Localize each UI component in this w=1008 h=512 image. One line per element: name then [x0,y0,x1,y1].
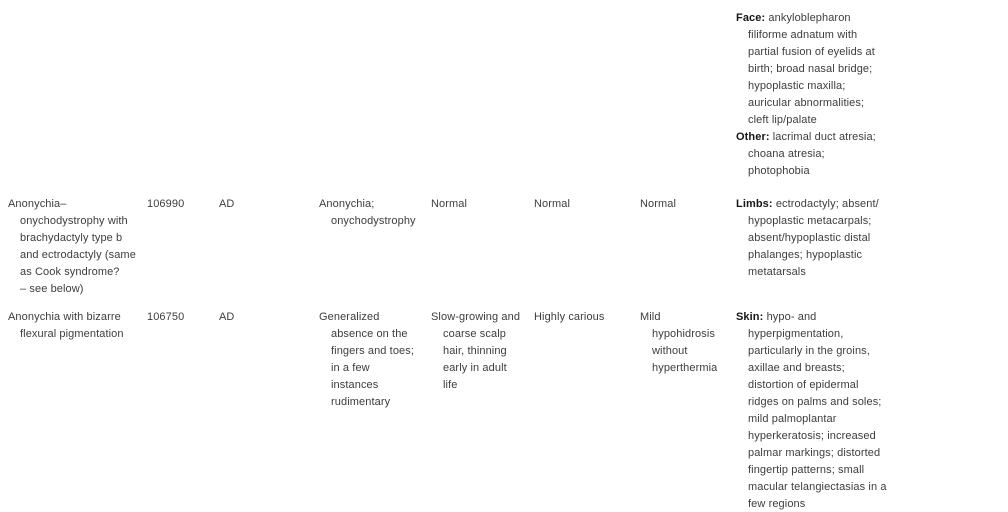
line-text: cleft lip/palate [748,114,817,126]
cell-line [736,163,916,180]
line-text: hypoplastic metacarpals; [748,215,872,227]
line-text: metatarsals [748,266,806,278]
cell-line [431,343,529,360]
line-text: partial fusion of eyelids at [748,46,875,58]
cell-line [736,462,916,479]
cell-line [640,360,732,377]
cell-line [319,377,425,394]
cell-line [8,281,146,298]
line-text: hypo- and [766,311,817,323]
line-text: mild palmoplantar [748,413,837,425]
line-text: AD [219,311,235,323]
cell-line [640,196,732,213]
line-text: Anonychia with bizarre [8,311,121,323]
cell-line [736,78,916,95]
cell-line [431,309,529,326]
cell-line [736,230,916,247]
cell-other [736,10,916,180]
cell-line [640,309,732,326]
cell-line [736,10,916,27]
cell-line [736,445,916,462]
line-text: few regions [748,498,806,510]
line-text: hair, thinning [443,345,507,357]
cell-line [431,360,529,377]
cell-line [319,196,425,213]
cell-line [736,196,916,213]
cell-disorder [8,309,146,343]
bold-lead-label: Skin: [736,311,764,323]
cell-line [319,326,425,343]
cell-line [319,213,425,230]
line-text: palmar markings; distorted [748,447,881,459]
line-text: hyperkeratosis; increased [748,430,876,442]
cell-teeth [534,196,634,213]
cell-line [8,247,146,264]
cell-sweating [640,309,732,377]
line-text: hypohidrosis [652,328,715,340]
cell-line [319,394,425,411]
line-text: life [443,379,458,391]
line-text: Normal [431,198,468,210]
line-text: distortion of epidermal [748,379,859,391]
cell-line [8,264,146,281]
cell-number [147,196,209,213]
bold-lead-label: Face: [736,12,766,24]
cell-nails [319,309,425,411]
cell-inheritance [219,309,311,326]
cell-line [534,196,634,213]
line-text: absence on the [331,328,408,340]
cell-line [147,309,209,326]
line-text: Generalized [319,311,380,323]
line-text: Slow-growing and [431,311,521,323]
cell-hair [431,196,529,213]
cell-line [736,146,916,163]
line-text: in a few [331,362,370,374]
cell-other [736,309,916,512]
line-text: Anonychia– [8,198,67,210]
line-text: as Cook syndrome? [20,266,120,278]
line-text: filiforme adnatum with [748,29,858,41]
line-text: onychodystrophy with [20,215,128,227]
cell-line [736,61,916,78]
cell-other [736,196,916,281]
cell-line [736,377,916,394]
cell-line [8,196,146,213]
cell-line [736,247,916,264]
cell-nails [319,196,425,230]
line-text: hypoplastic maxilla; [748,80,846,92]
line-text: coarse scalp [443,328,506,340]
line-text: fingers and toes; [331,345,415,357]
line-text: Anonychia; [319,198,375,210]
line-text: fingertip patterns; small [748,464,865,476]
cell-line [736,479,916,496]
line-text: ankyloblepharon [768,12,851,24]
cell-line [319,309,425,326]
cell-line [736,309,916,326]
line-text: 106990 [147,198,185,210]
cell-line [736,394,916,411]
cell-line [8,326,146,343]
cell-line [319,360,425,377]
cell-line [319,343,425,360]
line-text: phalanges; hypoplastic [748,249,863,261]
line-text: axillae and breasts; [748,362,845,374]
line-text: Normal [534,198,571,210]
line-text: Highly carious [534,311,605,323]
cell-inheritance [219,196,311,213]
line-text: Mild [640,311,661,323]
line-text: early in adult [443,362,507,374]
line-text: brachydactyly type b [20,232,123,244]
cell-disorder [8,196,146,298]
cell-line [736,264,916,281]
cell-line [736,213,916,230]
line-text: instances [331,379,379,391]
line-text: ridges on palms and soles; [748,396,882,408]
line-text: onychodystrophy [331,215,416,227]
line-text: rudimentary [331,396,391,408]
line-text: ectrodactyly; absent/ [775,198,879,210]
line-text: AD [219,198,235,210]
line-text: hyperpigmentation, [748,328,844,340]
cell-line [736,326,916,343]
cell-sweating [640,196,732,213]
cell-line [431,196,529,213]
line-text: macular telangiectasias in a [748,481,887,493]
line-text: hyperthermia [652,362,718,374]
cell-teeth [534,309,634,326]
cell-line [736,411,916,428]
line-text: 106750 [147,311,185,323]
line-text: lacrimal duct atresia; [772,131,876,143]
line-text: flexural pigmentation [20,328,124,340]
line-text: – see below) [20,283,84,295]
cell-number [147,309,209,326]
cell-line [736,496,916,512]
cell-hair [431,309,529,394]
cell-line [431,326,529,343]
cell-line [736,129,916,146]
line-text: without [652,345,688,357]
cell-line [736,27,916,44]
line-text: Normal [640,198,677,210]
cell-line [219,196,311,213]
line-text: and ectrodactyly (same [20,249,136,261]
cell-line [431,377,529,394]
line-text: birth; broad nasal bridge; [748,63,873,75]
line-text: auricular abnormalities; [748,97,865,109]
cell-line [8,309,146,326]
cell-line [736,360,916,377]
cell-line [736,112,916,129]
cell-line [736,44,916,61]
line-text: absent/hypoplastic distal [748,232,871,244]
line-text: photophobia [748,165,810,177]
cell-line [8,230,146,247]
cell-line [219,309,311,326]
cell-line [736,428,916,445]
cell-line [8,213,146,230]
cell-line [147,196,209,213]
line-text: choana atresia; [748,148,825,160]
bold-lead-label: Other: [736,131,770,143]
cell-line [736,95,916,112]
bold-lead-label: Limbs: [736,198,773,210]
line-text: particularly in the groins, [748,345,870,357]
cell-line [640,326,732,343]
cell-line [736,343,916,360]
cell-line [534,309,634,326]
cell-line [640,343,732,360]
